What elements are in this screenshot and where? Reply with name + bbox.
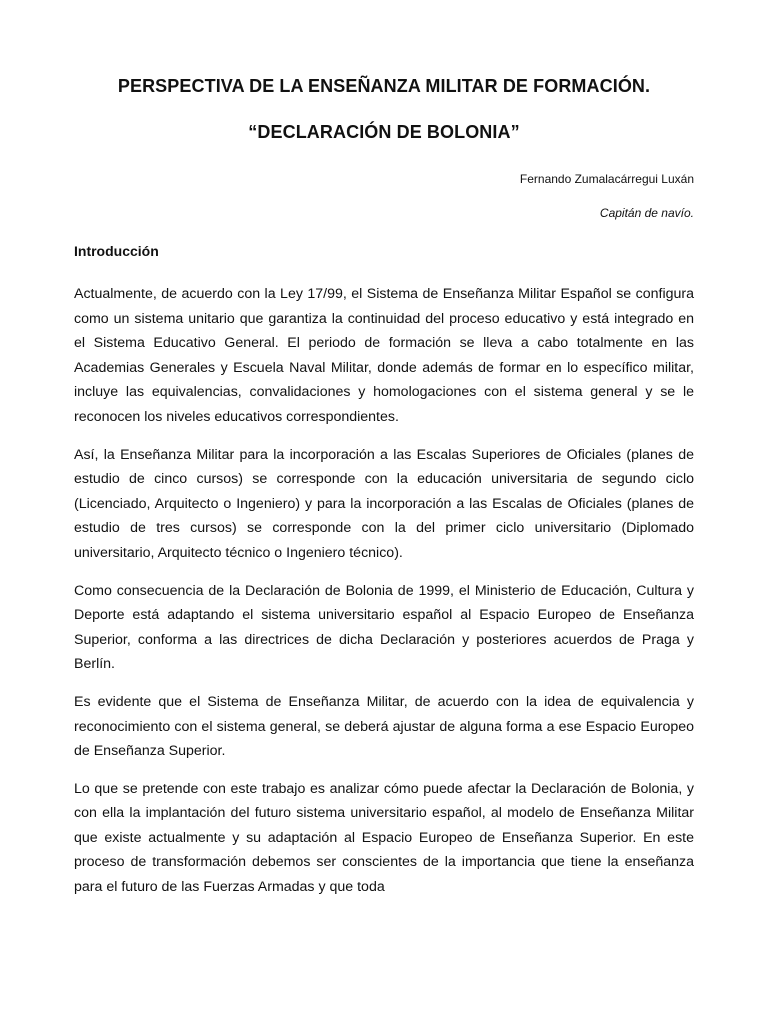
document-body bbox=[74, 282, 694, 913]
paragraph: Es evidente que el Sistema de Enseñanza Militar, de acuerdo con la idea de equivalencia y reconocimiento con el sistema general, se deberá ajustar de alguna forma a ese Espacio Europeo de Enseñanza Superior. bbox=[74, 693, 694, 760]
paragraph: Lo que se pretende con este trabajo es analizar cómo puede afectar la Declaración de Bolonia, y con ella la implantación del futuro sistema universitario español, al modelo de Enseñanza Militar que existe actualmente y su adaptación al Espacio Europeo de Enseñanza Superior. En este proceso de transformación debemos ser conscientes de la importancia que tiene la enseñanza para el futuro de las Fuerzas Armadas y que toda bbox=[74, 780, 694, 896]
document-title: PERSPECTIVA DE LA ENSEÑANZA MILITAR DE FORMACIÓN. bbox=[117, 76, 651, 96]
paragraph: Como consecuencia de la Declaración de Bolonia de 1999, el Ministerio de Educación, Cultura y Deporte está adaptando el sistema universitario español al Espacio Europeo de Enseñanza Superior, conforma a las directrices de dicha Declaración y posteriores acuerdos de Praga y Berlín. bbox=[74, 582, 694, 673]
section-heading: Introducción bbox=[74, 243, 159, 259]
author-rank: Capitán de navío. bbox=[599, 206, 694, 220]
paragraph: Así, la Enseñanza Militar para la incorporación a las Escalas Superiores de Oficiales (planes de estudio de cinco cursos) se corresponde con la educación universitaria de segundo ciclo (Licenciado, Arquitecto o Ingeniero) y para la incorporación a las Escalas de Oficiales (planes de estudio de tres cursos) se corresponde con la del primer ciclo universitario (Diplomado universitario, Arquitecto técnico o Ingeniero técnico). bbox=[74, 446, 694, 561]
paragraph: Actualmente, de acuerdo con la Ley 17/99, el Sistema de Enseñanza Militar Español se configura como un sistema unitario que garantiza la continuidad del proceso educativo y está integrado en el Sistema Educativo General. El periodo de formación se lleva a cabo totalmente en las Academias Generales y Escuela Naval Militar, donde además de formar en lo específico militar, incluye las equivalencias, convalidaciones y homologaciones con el sistema general y se le reconocen los niveles educativos correspondientes. bbox=[74, 286, 694, 425]
document-subtitle: “DECLARACIÓN DE BOLONIA” bbox=[248, 122, 520, 142]
author-name: Fernando Zumalacárregui Luxán bbox=[519, 172, 694, 186]
